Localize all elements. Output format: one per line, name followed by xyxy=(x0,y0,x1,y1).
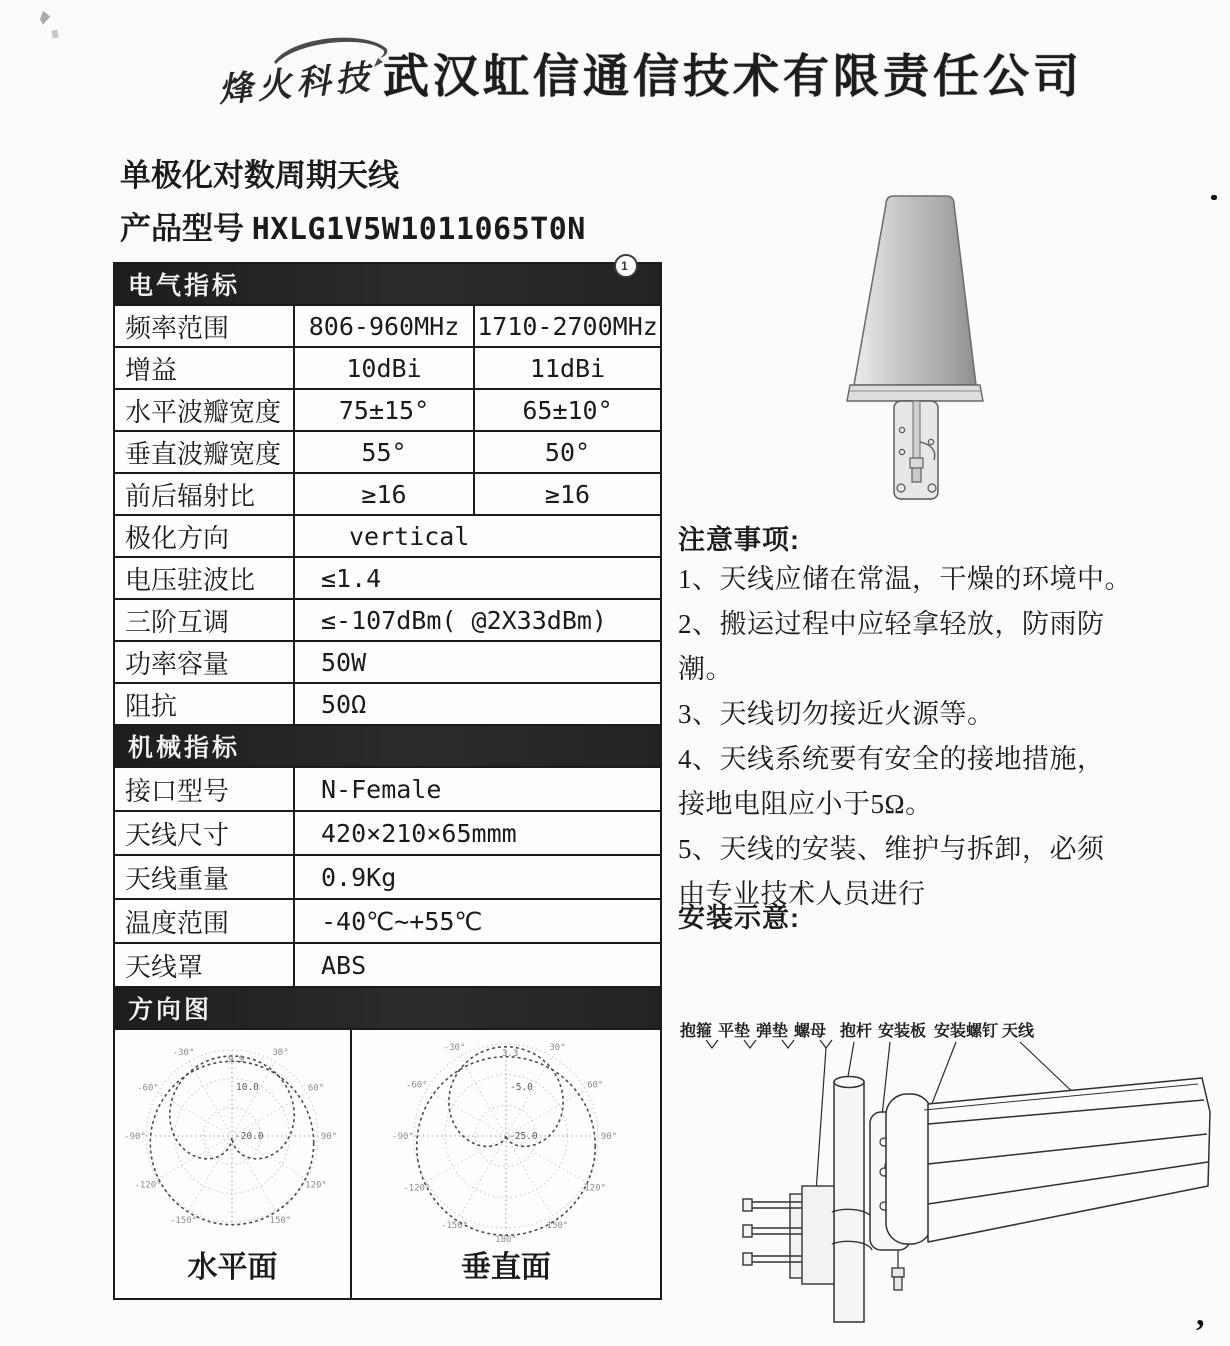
ring-value-label: 10.0 xyxy=(236,1082,259,1093)
spec-label: 前后辐射比 xyxy=(115,474,295,514)
center-value-label: -25.0 xyxy=(509,1131,538,1142)
pattern-plots xyxy=(115,1028,660,1298)
spec-label: 天线尺寸 xyxy=(115,812,295,854)
angle-tick-label: -60° xyxy=(137,1083,159,1094)
spec-label: 功率容量 xyxy=(115,642,295,682)
installation-diagram xyxy=(672,1016,1224,1346)
spec-label: 水平波瓣宽度 xyxy=(115,390,295,430)
table-row xyxy=(115,898,660,942)
table-row xyxy=(115,810,660,854)
table-row xyxy=(115,556,660,598)
spec-table xyxy=(113,259,662,1300)
section-electrical-header xyxy=(115,259,660,304)
spec-label: 频率范围 xyxy=(115,306,295,346)
install-label: 平垫 xyxy=(718,1023,751,1040)
table-row xyxy=(115,346,660,388)
spec-value: N-Female xyxy=(321,774,442,804)
peak-value-label: 3.3 xyxy=(502,1049,519,1059)
product-name: 单极化对数周期天线 xyxy=(120,158,399,193)
company-name: 武汉虹信通信技术有限责任公司 xyxy=(383,50,1083,102)
spec-value: 10dBi xyxy=(295,348,475,388)
horizontal-pattern-cell xyxy=(115,1030,352,1298)
table-row xyxy=(115,682,660,724)
table-row xyxy=(115,640,660,682)
company-logo xyxy=(208,34,388,116)
notice-line: 1、天线应储在常温，干燥的环境中。 xyxy=(678,564,1132,594)
notice-line: 接地电阻应小于5Ω。 xyxy=(678,789,933,819)
table-row xyxy=(115,854,660,898)
angle-tick-label: 180° xyxy=(495,1235,517,1245)
install-label: 抱杆 xyxy=(840,1023,873,1040)
angle-tick-label: -150° xyxy=(440,1221,469,1232)
notice-line: 潮。 xyxy=(678,654,733,684)
spec-label: 接口型号 xyxy=(115,768,295,810)
ring-value-label: -5.0 xyxy=(510,1082,533,1093)
install-label: 天线 xyxy=(1002,1023,1035,1040)
table-row xyxy=(115,304,660,346)
spec-value: ABS xyxy=(321,950,367,980)
vertical-pattern-plot xyxy=(353,1030,659,1246)
table-row xyxy=(115,942,660,986)
vertical-pattern-cell xyxy=(352,1030,660,1298)
spec-value: vertical xyxy=(349,521,470,551)
model-label: 产品型号 xyxy=(120,211,244,246)
install-label: 弹垫 xyxy=(756,1023,789,1040)
table-row xyxy=(115,430,660,472)
spec-value: 0.9Kg xyxy=(321,862,397,892)
angle-tick-label: -60° xyxy=(405,1080,428,1091)
center-value-label: -20.0 xyxy=(235,1131,264,1142)
table-row xyxy=(115,514,660,556)
install-label: 安装螺钉 xyxy=(934,1023,999,1040)
antenna-wedge xyxy=(886,1078,1210,1244)
spec-value: ≥16 xyxy=(295,474,475,514)
scan-mark: , xyxy=(1196,1296,1205,1333)
install-label: 抱箍 xyxy=(680,1023,713,1040)
section-pattern-header xyxy=(115,986,660,1028)
plot-caption: 水平面 xyxy=(187,1251,278,1284)
angle-tick-label: -90° xyxy=(392,1132,414,1142)
scan-mark xyxy=(1211,195,1217,200)
angle-tick-label: -90° xyxy=(124,1132,146,1142)
spec-label: 天线重量 xyxy=(115,856,295,898)
spec-label: 极化方向 xyxy=(115,516,295,556)
angle-tick-label: -120° xyxy=(403,1183,431,1194)
angle-tick-label: 120° xyxy=(584,1183,607,1194)
angle-tick-label: -120° xyxy=(134,1180,162,1191)
spec-label: 电压驻波比 xyxy=(115,558,295,598)
spec-value: ≤-107dBm( @2X33dBm) xyxy=(321,605,607,635)
angle-tick-label: 150° xyxy=(269,1216,292,1227)
angle-tick-label: 150° xyxy=(546,1221,569,1232)
spec-label: 温度范围 xyxy=(115,900,295,942)
spec-value: 55° xyxy=(295,432,475,472)
scan-mark xyxy=(38,11,52,27)
notice-line: 4、天线系统要有安全的接地措施， xyxy=(678,744,1105,774)
antenna-product-image xyxy=(828,190,1018,520)
spec-label: 阻抗 xyxy=(115,684,295,724)
section-mechanical-header xyxy=(115,724,660,766)
horizontal-pattern-plot xyxy=(115,1030,350,1246)
spec-value: 420×210×65mmm xyxy=(321,818,517,848)
notice-line: 5、天线的安装、维护与拆卸，必须 xyxy=(678,834,1105,864)
feed-connector xyxy=(892,1250,904,1290)
table-row xyxy=(115,472,660,514)
section-title: 方向图 xyxy=(128,996,213,1024)
section-title: 机械指标 xyxy=(128,734,241,762)
angle-tick-label: 90° xyxy=(600,1132,618,1142)
notice-line: 3、天线切勿接近火源等。 xyxy=(678,699,995,729)
peak-value-label: 9.9 xyxy=(228,1055,245,1065)
scan-mark xyxy=(51,29,59,38)
spec-value: 50Ω xyxy=(321,689,367,719)
spec-value: ≤1.4 xyxy=(321,563,382,593)
angle-tick-label: 30° xyxy=(549,1042,566,1053)
spec-value: ≥16 xyxy=(544,479,591,509)
product-model-line xyxy=(120,203,586,248)
spec-label: 增益 xyxy=(115,348,295,388)
notice-line: 由专业技术人员进行 xyxy=(678,879,926,909)
install-label: 螺母 xyxy=(794,1023,827,1040)
angle-tick-label: -30° xyxy=(172,1047,195,1058)
notices-heading: 注意事项: xyxy=(678,525,800,555)
angle-tick-label: -150° xyxy=(169,1216,198,1227)
angle-tick-label: 60° xyxy=(587,1080,604,1091)
spec-value: 75±15° xyxy=(295,390,475,430)
plot-caption: 垂直面 xyxy=(461,1251,551,1284)
spec-value: 806-960MHz xyxy=(295,306,475,346)
angle-tick-label: 90° xyxy=(320,1132,338,1142)
spec-value: 50W xyxy=(321,647,367,677)
spec-value: 11dBi xyxy=(529,353,606,383)
angle-tick-label: -30° xyxy=(443,1042,466,1053)
spec-value: 50° xyxy=(544,437,591,467)
table-row xyxy=(115,598,660,640)
table-row xyxy=(115,388,660,430)
notice-line: 2、搬运过程中应轻拿轻放，防雨防 xyxy=(678,609,1105,639)
install-label: 安装板 xyxy=(878,1023,927,1040)
notices-section xyxy=(678,518,1206,917)
spec-value: -40℃~+55℃ xyxy=(321,906,483,936)
spec-label: 垂直波瓣宽度 xyxy=(115,432,295,472)
model-value: HXLG1V5W1011065T0N xyxy=(251,212,586,247)
section-title: 电气指标 xyxy=(128,272,241,300)
angle-tick-label: 30° xyxy=(272,1047,289,1058)
angle-tick-label: 60° xyxy=(307,1083,325,1094)
pole-top xyxy=(834,1077,864,1088)
angle-tick-label: 120° xyxy=(305,1180,327,1191)
spec-value: 65±10° xyxy=(522,395,613,425)
install-heading: 安装示意: xyxy=(678,903,800,933)
spec-label: 天线罩 xyxy=(115,944,295,986)
spec-label: 三阶互调 xyxy=(115,600,295,640)
page-badge: 1 xyxy=(614,254,638,278)
logo-text: 烽火科技 xyxy=(216,57,376,111)
main-lobe-curve xyxy=(170,1056,294,1159)
spec-value: 1710-2700MHz xyxy=(477,311,658,341)
table-row xyxy=(115,766,660,810)
pole xyxy=(834,1082,864,1322)
